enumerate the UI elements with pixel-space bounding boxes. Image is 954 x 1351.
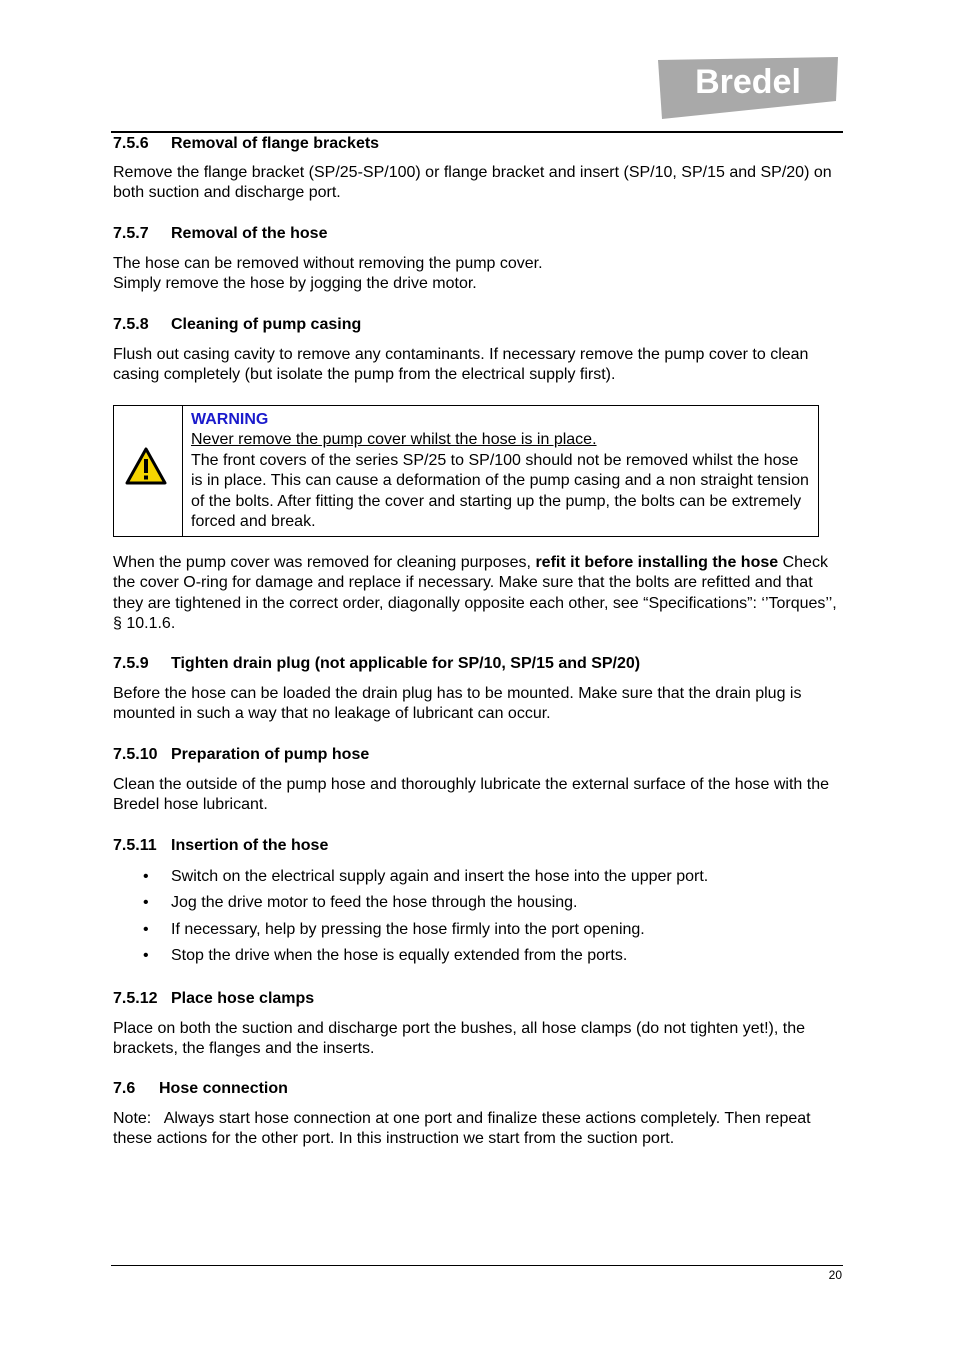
section-body-line-2: Simply remove the hose by jogging the drive motor.: [113, 275, 477, 293]
section-body: Flush out casing cavity to remove any contaminants. If necessary remove the pump cover to clean casing completely (but isolate the pump from the electrical supply first).: [113, 346, 809, 384]
cover-refit-paragraph: [113, 553, 841, 635]
section-body: Before the hose can be loaded the drain plug has to be mounted. Make sure that the drain plug is mounted in such a way that no leakage of lubricant can occur.: [113, 685, 802, 723]
section-heading: 7.5.12 Place hose clamps: [113, 990, 315, 1007]
insertion-steps-list: [113, 867, 841, 972]
bullet-icon: •: [143, 868, 149, 885]
section-7-6: [113, 1079, 841, 1150]
section-body: Clean the outside of the pump hose and thoroughly lubricate the external surface of the hose with the Bredel hose lubricant.: [113, 776, 830, 814]
section-body-line-1: The hose can be removed without removing the pump cover.: [113, 255, 543, 272]
refit-text: When the pump cover was removed for cleaning purposes, refit it before installing the hose Check the cover O-ring for damage and replace if necessary. Make sure that the bolts are refitted and that they are tightened in the correct order, diagonally opposite each other, see “Specifications”: ‘’Torques’’, § 10.1.6.: [113, 554, 837, 633]
section-7-5-12: [113, 989, 841, 1060]
bullet-icon: •: [143, 894, 149, 912]
section-heading: 7.5.10 Preparation of pump hose: [113, 746, 370, 763]
logo-text: Bredel: [695, 63, 801, 101]
section-7-5-6: [113, 134, 841, 204]
list-item: • Jog the drive motor to feed the hose through the housing.: [143, 894, 578, 912]
page-number: 20: [828, 1268, 842, 1282]
section-7-5-8: [113, 315, 841, 386]
section-heading: 7.5.7 Removal of the hose: [113, 225, 328, 242]
list-item: • Stop the drive when the hose is equally extended from the ports.: [143, 946, 628, 964]
bullet-icon: •: [143, 920, 149, 938]
warning-triangle-icon: [125, 447, 167, 485]
list-item: • If necessary, help by pressing the hose firmly into the port opening.: [143, 920, 645, 938]
section-heading: 7.5.9 Tighten drain plug (not applicable for SP/10, SP/15 and SP/20): [113, 655, 641, 672]
warning-icon-cell: [114, 406, 183, 536]
section-7-5-11: [113, 836, 841, 972]
bredel-logo: [656, 57, 840, 121]
warning-box: [113, 405, 819, 537]
section-heading: 7.5.8 Cleaning of pump casing: [113, 316, 362, 333]
header-rule: [111, 131, 843, 133]
warning-body: The front covers of the series SP/25 to SP/100 should not be removed whilst the hose is in place. This can cause a deformation of the pump casing and a non straight tension of the bolts. After fitting the cover and starting up the pump, the bolts can be extremely forced and break.: [191, 451, 809, 531]
section-7-5-7: [113, 224, 841, 295]
section-7-5-10: [113, 745, 841, 816]
warning-underlined-line: Never remove the pump cover whilst the hose is in place.: [191, 431, 597, 449]
list-item: • Switch on the electrical supply again and insert the hose into the upper port.: [143, 868, 709, 885]
section-heading: 7.5.6 Removal of flange brackets: [113, 135, 380, 152]
warning-text: [191, 410, 811, 532]
section-7-5-9: [113, 654, 841, 725]
section-heading: 7.6 Hose connection: [113, 1080, 288, 1097]
warning-title: WARNING: [191, 411, 269, 428]
refit-bold-text: refit it before installing the hose: [535, 554, 779, 571]
section-heading: 7.5.11 Insertion of the hose: [113, 837, 329, 854]
footer-rule: [111, 1265, 843, 1266]
section-body: Remove the flange bracket (SP/25-SP/100) or flange bracket and insert (SP/10, SP/15 and SP/20) on both suction and discharge port.: [113, 164, 832, 202]
bullet-icon: •: [143, 946, 149, 964]
section-body: Place on both the suction and discharge port the bushes, all hose clamps (do not tighten yet!), the brackets, the flanges and the inserts.: [113, 1020, 805, 1058]
section-body: Note: Always start hose connection at one port and finalize these actions completely. Then repeat these actions for the other port. In this instruction we start from the suction port.: [113, 1110, 816, 1148]
